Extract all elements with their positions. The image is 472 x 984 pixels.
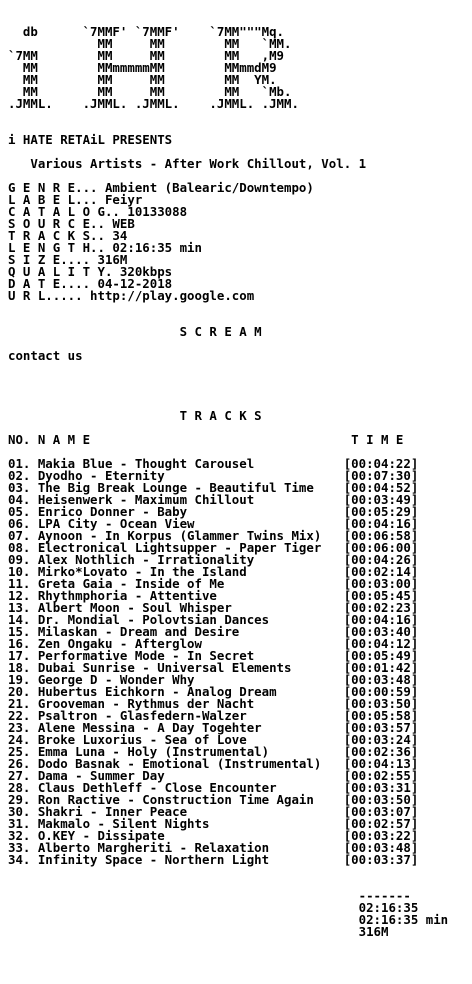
nfo-line-62: 26. Dodo Basnak - Emotional (Instrumental) [00:04:13] [8, 756, 419, 771]
nfo-line-02: MM MM MM `MM. [8, 36, 292, 51]
nfo-line-57: 21. Grooveman - Rythmus der Nacht [00:03:50] [8, 696, 419, 711]
nfo-line-70: 34. Infinity Space - Northern Light [00:03:37] [8, 852, 419, 867]
nfo-line-05: MM MM MM MM YM. [8, 72, 277, 87]
nfo-line-47: 11. Greta Gaia - Inside of Me [00:03:00] [8, 576, 419, 591]
nfo-line-64: 28. Claus Dethleff - Close Encounter [00:03:31] [8, 780, 419, 795]
nfo-line-44: 08. Electronical Lightsupper - Paper Tiger [00:06:00] [8, 540, 419, 555]
nfo-line-71 [8, 866, 448, 878]
nfo-line-66: 30. Shakri - Inner Peace [00:03:07] [8, 804, 419, 819]
nfo-line-22: D A T E.... 04-12-2018 [8, 276, 173, 291]
nfo-line-61: 25. Emma Luna - Holy (Instrumental) [00:02:36] [8, 744, 419, 759]
nfo-line-08 [8, 110, 448, 122]
nfo-line-04: MM MMmmmmmMM MMmmdM9 [8, 60, 277, 75]
nfo-line-42: 06. LPA City - Ocean View [00:04:16] [8, 516, 419, 531]
nfo-line-60: 24. Broke Luxorius - Sea of Love [00:03:24] [8, 732, 419, 747]
nfo-line-33: T R A C K S [8, 408, 262, 423]
nfo-line-54: 18. Dubai Sunrise - Universal Elements [00:01:42] [8, 660, 419, 675]
nfo-line-48: 12. Rhythmphoria - Attentive [00:05:45] [8, 588, 419, 603]
nfo-text-document [8, 26, 448, 938]
nfo-line-30 [8, 374, 448, 386]
nfo-line-17: S O U R C E.. WEB [8, 216, 135, 231]
nfo-line-35: NO. N A M E T I M E [8, 432, 404, 447]
nfo-line-46: 10. Mirko*Lovato - In the Island [00:02:14] [8, 564, 419, 579]
nfo-line-12: Various Artists - After Work Chillout, Vol. 1 [8, 156, 367, 171]
nfo-line-53: 17. Performative Mode - In Secret [00:05:49] [8, 648, 419, 663]
nfo-line-38: 02. Dyodho - Eternity [00:07:30] [8, 468, 419, 483]
nfo-line-37: 01. Makia Blue - Thought Carousel [00:04:22] [8, 456, 419, 471]
nfo-line-73: ------- [8, 888, 411, 903]
nfo-line-39: 03. The Big Break Lounge - Beautiful Time [00:04:52] [8, 480, 419, 495]
nfo-line-43: 07. Aynoon - In Korpus (Glammer Twins Mix) [00:06:58] [8, 528, 419, 543]
nfo-line-69: 33. Alberto Margheriti - Relaxation [00:03:48] [8, 840, 419, 855]
nfo-line-40: 04. Heisenwerk - Maximum Chillout [00:03:49] [8, 492, 419, 507]
nfo-line-19: L E N G T H.. 02:16:35 min [8, 240, 202, 255]
nfo-line-52: 16. Zen Ongaku - Afterglow [00:04:12] [8, 636, 419, 651]
nfo-line-58: 22. Psaltron - Glasfedern-Walzer [00:05:58] [8, 708, 419, 723]
nfo-line-68: 32. O.KEY - Dissipate [00:03:22] [8, 828, 419, 843]
nfo-line-21: Q U A L I T Y. 320kbps [8, 264, 173, 279]
nfo-line-65: 29. Ron Ractive - Construction Time Again [00:03:50] [8, 792, 419, 807]
nfo-line-18: T R A C K S.. 34 [8, 228, 128, 243]
nfo-line-67: 31. Makmalo - Silent Nights [00:02:57] [8, 816, 419, 831]
nfo-line-01: db `7MMF' `7MMF' `7MM"""Mq. [8, 24, 285, 39]
nfo-line-07: .JMML. .JMML. .JMML. .JMML. .JMM. [8, 96, 299, 111]
nfo-line-24 [8, 302, 448, 314]
nfo-line-59: 23. Alene Messina - A Day Togehter [00:03:57] [8, 720, 419, 735]
nfo-line-31 [8, 386, 448, 398]
nfo-line-10: i HATE RETAiL PRESENTS [8, 132, 173, 147]
nfo-line-23[interactable]: U R L..... http://play.google.com [8, 288, 255, 303]
nfo-line-74: 02:16:35 [8, 900, 419, 915]
nfo-line-63: 27. Dama - Summer Day [00:02:55] [8, 768, 419, 783]
nfo-line-26: S C R E A M [8, 324, 262, 339]
nfo-line-55: 19. George D - Wonder Why [00:03:48] [8, 672, 419, 687]
nfo-line-56: 20. Hubertus Eichkorn - Analog Dream [00:00:59] [8, 684, 419, 699]
nfo-line-50: 14. Dr. Mondial - Polovtsian Dances [00:04:16] [8, 612, 419, 627]
nfo-line-15: L A B E L... Feiyr [8, 192, 143, 207]
nfo-line-03: `7MM MM MM MM ,M9 [8, 48, 285, 63]
nfo-line-41: 05. Enrico Donner - Baby [00:05:29] [8, 504, 419, 519]
nfo-line-51: 15. Milaskan - Dream and Desire [00:03:40] [8, 624, 419, 639]
nfo-line-76: 316M [8, 924, 389, 939]
nfo-line-29 [8, 362, 448, 374]
nfo-line-75: 02:16:35 min [8, 912, 449, 927]
nfo-line-28: contact us [8, 348, 83, 363]
nfo-line-16: C A T A L O G.. 10133088 [8, 204, 188, 219]
nfo-line-06: MM MM MM MM `Mb. [8, 84, 292, 99]
nfo-line-14: G E N R E... Ambient (Balearic/Downtempo) [8, 180, 314, 195]
nfo-line-20: S I Z E.... 316M [8, 252, 128, 267]
nfo-line-49: 13. Albert Moon - Soul Whisper [00:02:23] [8, 600, 419, 615]
nfo-line-45: 09. Alex Nothlich - Irrationality [00:04:26] [8, 552, 419, 567]
